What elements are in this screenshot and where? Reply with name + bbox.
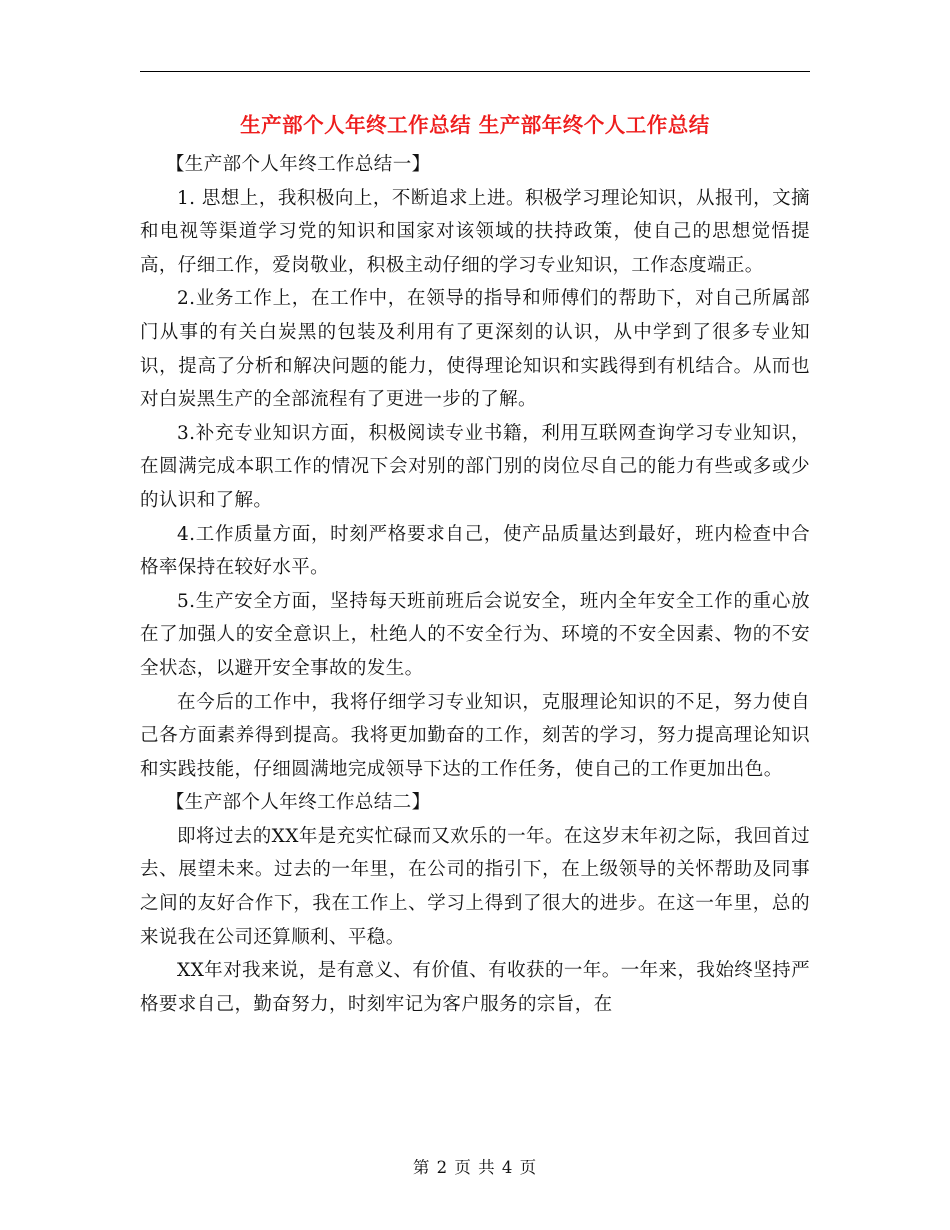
section-1-paragraph-2: 2.业务工作上，在工作中，在领导的指导和师傅们的帮助下，对自己所属部门从事的有关白炭黑的包装及利用有了更深刻的认识，从中学到了很多专业知识，提高了分析和解决问题的能力，使得理论知识和实践得到有机结合。从而也对白炭黑生产的全部流程有了更进一步的了解。 <box>140 288 810 411</box>
section-2-paragraph-1: 即将过去的XX年是充实忙碌而又欢乐的一年。在这岁末年初之际，我回首过去、展望未来。过去的一年里，在公司的指引下，在上级领导的关怀帮助及同事之间的友好合作下，我在工作上、学习上得到了很大的进步。在这一年里，总的来说我在公司还算顺利、平稳。 <box>140 825 810 948</box>
section-2-heading: 【生产部个人年终工作总结二】 <box>165 792 431 814</box>
document-body <box>140 148 810 1021</box>
section-1-paragraph-3: 3.补充专业知识方面，积极阅读专业书籍，利用互联网查询学习专业知识，在圆满完成本职工作的情况下会对别的部门别的岗位尽自己的能力有些或多或少的认识和了解。 <box>140 422 810 511</box>
section-1-paragraph-6: 在今后的工作中，我将仔细学习专业知识，克服理论知识的不足，努力使自己各方面素养得到提高。我将更加勤奋的工作，刻苦的学习，努力提高理论知识和实践技能，仔细圆满地完成领导下达的工作任务，使自己的工作更加出色。 <box>140 691 810 780</box>
document-title: 生产部个人年终工作总结 生产部年终个人工作总结 <box>240 113 710 137</box>
header-rule <box>140 71 810 72</box>
section-1-paragraph-5: 5.生产安全方面，坚持每天班前班后会说安全，班内全年安全工作的重心放在了加强人的安全意识上，杜绝人的不安全行为、环境的不安全因素、物的不安全状态，以避开安全事故的发生。 <box>140 590 810 679</box>
section-1-paragraph-4: 4.工作质量方面，时刻严格要求自己，使产品质量达到最好，班内检查中合格率保持在较好水平。 <box>140 523 810 579</box>
section-1-heading: 【生产部个人年终工作总结一】 <box>165 154 431 175</box>
page-number-footer: 第 2 页 共 4 页 <box>412 1158 538 1177</box>
section-1-paragraph-1: 1. 思想上，我积极向上，不断追求上进。积极学习理论知识，从报刊，文摘和电视等渠道学习党的知识和国家对该领域的扶持政策，使自己的思想觉悟提高，仔细工作，爱岗敬业，积极主动仔细的学习专业知识，工作态度端正。 <box>140 187 810 276</box>
section-2-paragraph-2: XX年对我来说，是有意义、有价值、有收获的一年。一年来，我始终坚持严格要求自己，勤奋努力，时刻牢记为客户服务的宗旨，在 <box>140 960 810 1015</box>
